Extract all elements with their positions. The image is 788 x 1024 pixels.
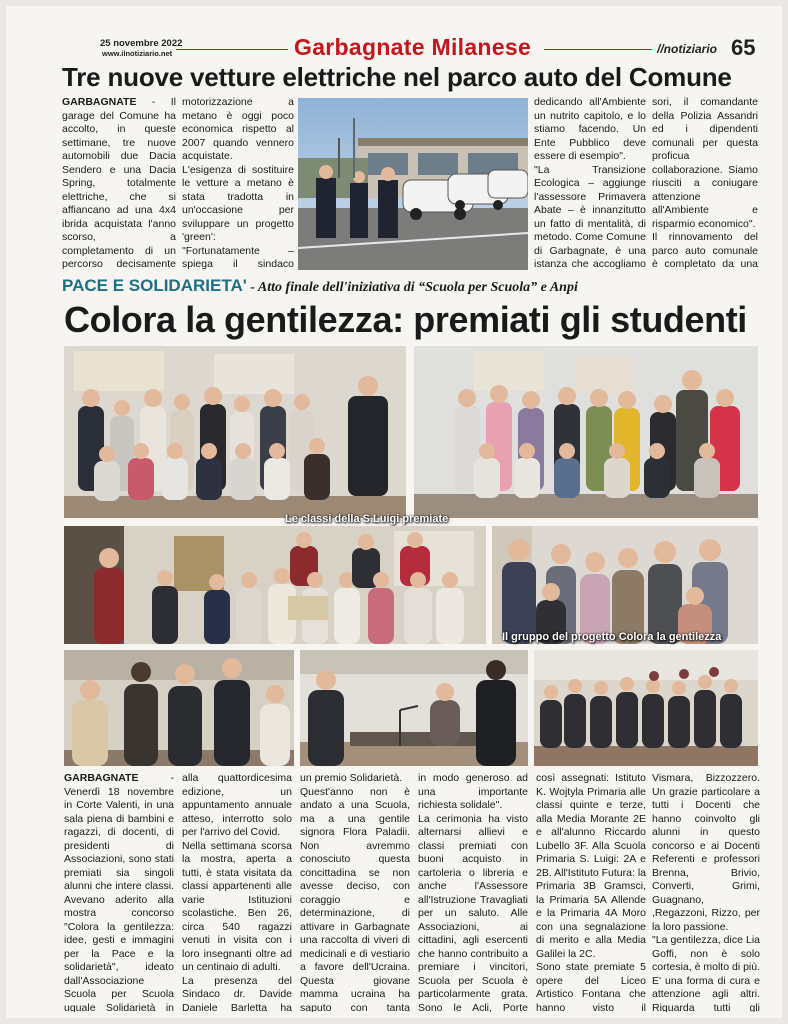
photo-class-group-1: [64, 346, 406, 518]
article2-kicker: [62, 276, 578, 296]
article2-col1-text: - Venerdì 18 novembre in Corte Valenti, in una sala piena di bambini e ragazzi, di docenti, di presidenti di Associazioni, sono stati premiati sia singoli alunni che intere classi. Avevano aderito alla mostra concorso "Colora la gentilezza: idee, gesti e immagini per la Pace e la solidarietà", ideato dall'Associazione Scuola per Scuola uguale Solidarietà in: [64, 772, 174, 1012]
article2-column-4: in modo generoso ad una importante richiesta solidale". La cerimonia ha visto alternarsi allievi e classi premiati con buoni acquisto in cartoleria o libreria e anche l'Assessore all'Istruzione Travagliati per un saluto. Alle Associazioni, ai cittadini, agli esercenti che hanno contribuito a premiare i vincitori, Scuola per Scuola è particolarmente grata. Sono le Acli, Porte: [418, 772, 528, 1012]
caption-project-group: Il gruppo del progetto Colora la gentilezza: [502, 631, 722, 643]
newspaper-page: [6, 6, 782, 1018]
page-number: 65: [731, 35, 756, 60]
article2-column-2: alla quattordicesima edizione, un appuntamento annuale atteso, interrotto solo per l'arrivo del Covid. Nella settimana scorsa la mostra, aperta a tutti, è stata visitata da classi appartenenti alle varie Istituzioni scolastiche. Ben 26, circa 540 ragazzi venuti in visita con i loro insegnanti oltre ad un centinaio di adulti. La presenza del Sindaco dr. Davide Daniele Barletta ha: [182, 772, 292, 1012]
class-group-3-illustration: [64, 526, 486, 644]
photo-project-group: [492, 526, 758, 644]
photo-class-group-2: [414, 346, 758, 518]
class-group-1-illustration: [64, 346, 406, 518]
article1-column-3: dedicando all'Ambiente un nutrito capitolo, e lo stiamo facendo. Un Ente Pubblico deve essere di esempio". "La Transizione Ecologica – aggiunge l'assessore Primavera Abate – è innanzitutto un fatto di mentalità, di metodo. Come Comune di Garbagnate, è una istanza che accogliamo: [534, 96, 646, 270]
article2-dateline: GARBAGNATE: [64, 772, 139, 784]
class-group-2-illustration: [414, 346, 758, 518]
article2-column-3: un premio Solidarietà. Quest'anno non è andato a una Scuola, ma a una gentile signora Flora Paladii. Non avremmo conosciuto questa concittadina se non avesse deciso, con coraggio e determinazione, di attivare in Garbagnate una raccolta di viveri di medicinali e di vestiario a favore dell'Ucraina. Questa giovane mamma ucraina ha saputo con tanta: [300, 772, 410, 1012]
article2-column-5: così assegnati: Istituto K. Wojtyla Primaria alle classi quinte e terze, alla Media Morante 2E e all'alunno Riccardo Lubello 3F. Alla Scuola Primaria S. Luigi: 2A e 2B. All'Istituto Futura: la Primaria 3B Gramsci, la Primaria 5A Allende e la Primaria 4A Moro con una segnalazione di merito e alla Media Galilei la 2C. Sono state premiate 5 opere del Liceo Artistico Fontana che hanno visto il: [536, 772, 646, 1012]
header-rule-right: [544, 49, 652, 50]
article1-title: Tre nuove vetture elettriche nel parco auto del Comune: [62, 62, 732, 92]
article1-dateline: GARBAGNATE: [62, 96, 137, 108]
photo-class-group-3: [64, 526, 486, 644]
award-moment-illustration: [64, 650, 294, 766]
header-rule-left: [176, 49, 288, 50]
photo-speaker: [300, 650, 528, 766]
photo-electric-cars: [298, 98, 528, 270]
article2-column-6: Vismara, Bizzozzero. Un grazie particolare a tutti i Docenti che hanno coinvolto gli alunni in questo concorso e ai Docenti Referenti e professori Brenna, Brivio, Converti, Grimi, Guagnano, ,Regazzoni, Rizzo, per la loro passione. "La gentilezza, dice Lia Goffi, non è solo cortesia, è molto di più. E' una forma di cura e attenzione agli altri. Riguarda tutti gli: [652, 772, 760, 1012]
electric-cars-illustration: [298, 98, 528, 270]
project-group-illustration: [492, 526, 758, 644]
issue-date: 25 novembre 2022: [100, 38, 183, 49]
caption-classes: Le classi della S.Luigi premiate: [285, 513, 449, 525]
article1-column-2: motorizzazione a metano è oggi poco economica rispetto al 2007 quando vennero acquistate. L'esigenza di sostituire le vetture a metano è stata tradotta in un'occasione per sviluppare un progetto 'green': "Fortunatamente – spiega il sindaco: [182, 96, 294, 270]
article1-column-4: sori, il comandante della Polizia Assandri ed i dipendenti comunali per questa proficua collaborazione. Siamo riusciti a coniugare attenzione all'Ambiente e risparmio economico". Il rinnovamento del parco auto comunale è completato da una: [652, 96, 758, 270]
article1-col1-text: - Il garage del Comune ha accolto, in queste settimane, tre nuove automobili due Dacia Sendero e una Dacia Spring, totalmente elettriche, che si affiancano ad una 4x4 ibrida acquistata l'anno scorso, a completamento di un percorso decisamente: [62, 96, 176, 270]
kicker-text: - Atto finale dell'iniziativa di “Scuola per Scuola” e Anpi: [246, 280, 578, 295]
photo-award-moment: [64, 650, 294, 766]
article2-title: Colora la gentilezza: premiati gli studenti: [64, 299, 747, 340]
article2-column-1: [64, 772, 174, 1012]
audience-illustration: [534, 650, 758, 766]
article1-column-1: [62, 96, 176, 272]
photo-audience: [534, 650, 758, 766]
kicker-section: PACE E SOLIDARIETA': [62, 276, 247, 295]
brand-name: //notiziario: [657, 42, 717, 56]
site-url: www.ilnotiziario.net: [102, 49, 173, 58]
speaker-illustration: [300, 650, 528, 766]
section-city: Garbagnate Milanese: [294, 34, 532, 60]
